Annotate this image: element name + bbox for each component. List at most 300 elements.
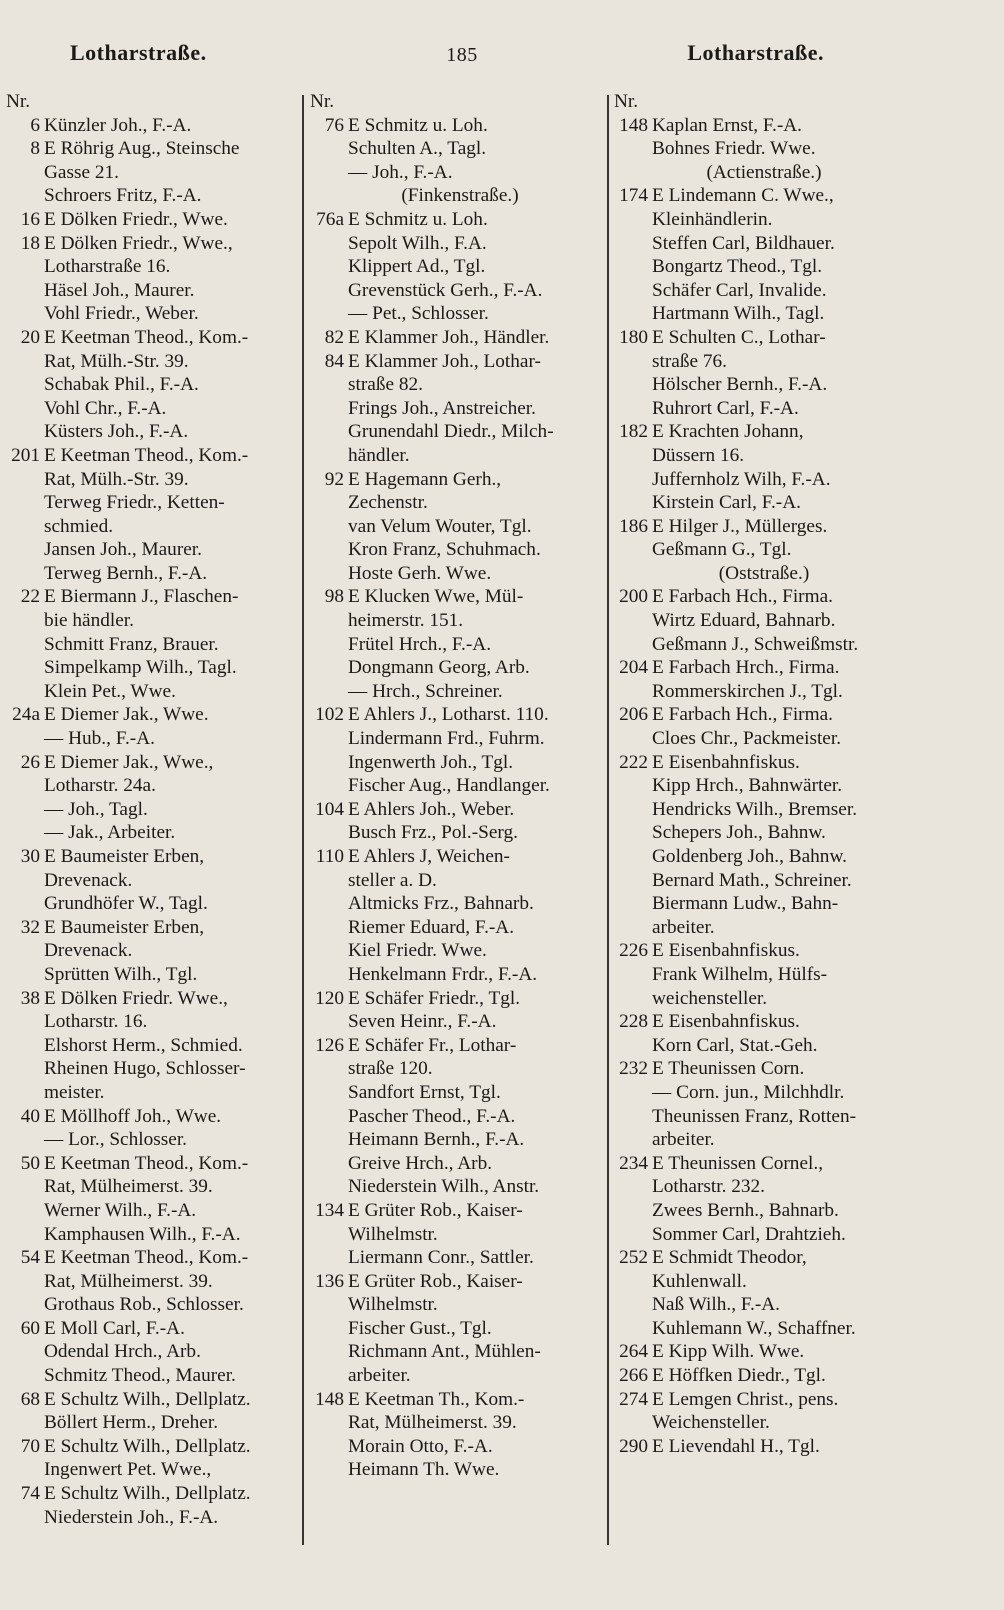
house-number: 136: [315, 1270, 344, 1292]
directory-line: [310, 562, 610, 586]
entry-text: Seven Heinr., F.-A.: [348, 1011, 497, 1033]
directory-line: [614, 538, 914, 562]
entry-text: Busch Frz., Pol.-Serg.: [348, 822, 518, 844]
entry-text: Steffen Carl, Bildhauer.: [652, 232, 835, 254]
house-entry: [310, 845, 610, 869]
house-number: 38: [20, 987, 40, 1009]
house-number: 206: [619, 704, 648, 726]
entry-text: Terweg Friedr., Ketten-: [44, 492, 225, 514]
house-entry: [6, 845, 296, 869]
directory-line: [6, 798, 296, 822]
entry-text: Sepolt Wilh., F.A.: [348, 232, 487, 254]
entry-text: (Finkenstraße.): [401, 185, 519, 207]
directory-line: [310, 255, 610, 279]
house-number: 148: [619, 114, 648, 136]
directory-line: [310, 727, 610, 751]
house-entry: [6, 114, 296, 138]
entry-text: E Kipp Wilh. Wwe.: [652, 1341, 805, 1363]
directory-line: [310, 1105, 610, 1129]
house-entry: [6, 751, 296, 775]
entry-text: E Dölken Friedr., Wwe.,: [44, 232, 233, 254]
entry-text: Richmann Ant., Mühlen-: [348, 1341, 541, 1363]
directory-line: [310, 1317, 610, 1341]
house-entry: [614, 1246, 914, 1270]
directory-line: [310, 751, 610, 775]
directory-line: [310, 161, 610, 185]
directory-line: [310, 916, 610, 940]
entry-text: Grundhöfer W., Tagl.: [44, 893, 208, 915]
entry-text: E Schultz Wilh., Dellplatz.: [44, 1435, 251, 1457]
entry-text: Klein Pet., Wwe.: [44, 680, 176, 702]
entry-text: Elshorst Herm., Schmied.: [44, 1034, 243, 1056]
entry-text: E Schulten C., Lothar-: [652, 326, 826, 348]
house-entry: [310, 350, 610, 374]
entry-text: Nr.: [614, 91, 639, 112]
entry-text: Kuhlemann W., Schaffner.: [652, 1317, 856, 1339]
entry-text: E Klammer Joh., Lothar-: [348, 350, 541, 372]
directory-line: [6, 939, 296, 963]
house-number: 60: [20, 1317, 40, 1339]
house-entry: [310, 468, 610, 492]
house-entry: [310, 1270, 610, 1294]
house-number: 252: [619, 1247, 648, 1269]
house-entry: [614, 515, 914, 539]
directory-line: [614, 255, 914, 279]
street-section-heading: [310, 184, 610, 208]
house-entry: [310, 798, 610, 822]
entry-text: E Höffken Diedr., Tgl.: [652, 1365, 826, 1387]
entry-text: Schmitt Franz, Brauer.: [44, 633, 219, 655]
house-entry: [614, 1364, 914, 1388]
entry-text: Pascher Theod., F.-A.: [348, 1105, 516, 1127]
entry-text: Kamphausen Wilh., F.-A.: [44, 1223, 241, 1245]
entry-text: straße 82.: [348, 374, 423, 396]
directory-line: [6, 680, 296, 704]
entry-text: Grunendahl Diedr., Milch-: [348, 421, 554, 443]
house-entry: [310, 1388, 610, 1412]
entry-text: E Theunissen Corn.: [652, 1058, 805, 1080]
directory-line: [6, 279, 296, 303]
house-number: 98: [324, 586, 344, 608]
entry-text: Rat, Mülheimerst. 39.: [44, 1270, 213, 1292]
entry-text: schmied.: [44, 515, 114, 537]
entry-text: Vohl Friedr., Weber.: [44, 303, 199, 325]
entry-text: E Hagemann Gerh.,: [348, 468, 502, 490]
house-entry: [6, 232, 296, 256]
house-number: 6: [30, 114, 40, 136]
directory-line: [6, 491, 296, 515]
entry-text: Bongartz Theod., Tgl.: [652, 256, 823, 278]
directory-line: [6, 609, 296, 633]
directory-line: [310, 963, 610, 987]
entry-text: Cloes Chr., Packmeister.: [652, 728, 842, 750]
directory-line: [614, 373, 914, 397]
entry-text: Liermann Conr., Sattler.: [348, 1247, 534, 1269]
entry-text: meister.: [44, 1081, 105, 1103]
entry-text: Altmicks Frz., Bahnarb.: [348, 893, 534, 915]
entry-text: E Schäfer Friedr., Tgl.: [348, 987, 521, 1009]
entry-text: E Diemer Jak., Wwe.: [44, 704, 209, 726]
entry-text: bie händler.: [44, 610, 134, 632]
directory-line: [6, 1270, 296, 1294]
house-entry: [614, 703, 914, 727]
house-entry: [6, 444, 296, 468]
directory-line: [614, 1034, 914, 1058]
directory-line: [614, 1317, 914, 1341]
directory-line: [6, 963, 296, 987]
entry-text: E Farbach Hch., Firma.: [652, 704, 833, 726]
house-number: 82: [324, 326, 344, 348]
house-number: 22: [20, 586, 40, 608]
house-number: 68: [20, 1388, 40, 1410]
directory-line: [310, 373, 610, 397]
directory-line: [614, 90, 914, 114]
directory-line: [310, 892, 610, 916]
entry-text: Ingenwerth Joh., Tgl.: [348, 751, 514, 773]
column-divider: [302, 95, 304, 1545]
house-entry: [6, 1482, 296, 1506]
entry-text: E Ahlers Joh., Weber.: [348, 798, 515, 820]
entry-text: Weichensteller.: [652, 1412, 770, 1434]
house-entry: [6, 1435, 296, 1459]
entry-text: Greive Hrch., Arb.: [348, 1152, 493, 1174]
directory-line: [614, 1270, 914, 1294]
directory-line: [614, 1081, 914, 1105]
entry-text: — Corn. jun., Milchhdlr.: [652, 1081, 845, 1103]
entry-text: E Biermann J., Flaschen-: [44, 586, 239, 608]
house-number: 120: [315, 987, 344, 1009]
house-number: 8: [30, 138, 40, 160]
street-section-heading: [614, 161, 914, 185]
entry-text: Nr.: [310, 91, 335, 112]
directory-line: [614, 774, 914, 798]
entry-text: E Schultz Wilh., Dellplatz.: [44, 1483, 251, 1505]
directory-line: [310, 821, 610, 845]
house-number: 186: [619, 515, 648, 537]
house-entry: [614, 1340, 914, 1364]
entry-text: Goldenberg Joh., Bahnw.: [652, 846, 847, 867]
directory-line: [6, 1223, 296, 1247]
entry-text: Henkelmann Frdr., F.-A.: [348, 963, 538, 985]
entry-text: Düssern 16.: [652, 444, 745, 466]
entry-text: Odendal Hrch., Arb.: [44, 1341, 201, 1363]
entry-text: Schulten A., Tagl.: [348, 138, 487, 160]
directory-line: [310, 680, 610, 704]
entry-text: E Ahlers J., Lotharst. 110.: [348, 704, 549, 726]
house-entry: [614, 751, 914, 775]
house-entry: [310, 987, 610, 1011]
house-number: 32: [20, 916, 40, 938]
entry-text: Terweg Bernh., F.-A.: [44, 562, 208, 584]
entry-text: Ruhrort Carl, F.-A.: [652, 397, 799, 419]
entry-text: Rat, Mülheimerst. 39.: [348, 1412, 517, 1434]
house-entry: [6, 137, 296, 161]
entry-text: Künzler Joh., F.-A.: [44, 114, 192, 136]
house-entry: [310, 326, 610, 350]
directory-line: [310, 1246, 610, 1270]
directory-line: [614, 609, 914, 633]
entry-text: Häsel Joh., Maurer.: [44, 279, 195, 301]
directory-line: [310, 939, 610, 963]
entry-text: (Oststraße.): [718, 562, 810, 584]
directory-line: [614, 1293, 914, 1317]
directory-line: [6, 1506, 296, 1530]
entry-text: Theunissen Franz, Rotten-: [652, 1105, 857, 1127]
entry-text: Korn Carl, Stat.-Geh.: [652, 1034, 818, 1056]
entry-text: E Eisenbahnfiskus.: [652, 940, 800, 962]
house-number: 16: [20, 208, 40, 230]
house-entry: [614, 184, 914, 208]
entry-text: E Eisenbahnfiskus.: [652, 751, 800, 773]
directory-line: [310, 1223, 610, 1247]
directory-line: [614, 821, 914, 845]
directory-line: [614, 1411, 914, 1435]
entry-text: Morain Otto, F.-A.: [348, 1435, 493, 1457]
entry-text: Zwees Bernh., Bahnarb.: [652, 1199, 839, 1221]
directory-line: [310, 1458, 610, 1482]
house-number: 290: [619, 1435, 648, 1457]
entry-text: E Ahlers J, Weichen-: [348, 846, 510, 867]
entry-text: Rat, Mülh.-Str. 39.: [44, 350, 189, 372]
entry-text: — Lor., Schlosser.: [44, 1129, 187, 1151]
entry-text: straße 76.: [652, 350, 727, 372]
house-entry: [310, 585, 610, 609]
entry-text: Jansen Joh., Maurer.: [44, 539, 202, 561]
entry-text: Lotharstr. 232.: [652, 1176, 765, 1198]
entry-text: — Hub., F.-A.: [44, 728, 155, 750]
entry-text: Wilhelmstr.: [348, 1294, 438, 1316]
directory-line: [6, 255, 296, 279]
house-number: 222: [619, 751, 648, 773]
entry-text: E Moll Carl, F.-A.: [44, 1317, 185, 1339]
entry-text: Drevenack.: [44, 869, 133, 891]
house-number: 40: [20, 1105, 40, 1127]
directory-line: [614, 208, 914, 232]
directory-line: [6, 562, 296, 586]
directory-line: [614, 892, 914, 916]
directory-line: [6, 1057, 296, 1081]
house-number: 76a: [316, 208, 344, 230]
entry-text: Sandfort Ernst, Tgl.: [348, 1081, 501, 1103]
house-entry: [6, 585, 296, 609]
house-entry: [614, 1435, 914, 1459]
entry-text: Heimann Bernh., F.-A.: [348, 1129, 525, 1151]
entry-text: Kirstein Carl, F.-A.: [652, 492, 801, 514]
house-number: 226: [619, 940, 648, 962]
directory-line: [614, 279, 914, 303]
running-head-right: Lotharstraße.: [687, 40, 824, 65]
directory-line: [310, 1175, 610, 1199]
directory-line: [6, 1364, 296, 1388]
house-number: 126: [315, 1034, 344, 1056]
directory-line: [614, 491, 914, 515]
house-entry: [614, 1388, 914, 1412]
directory-line: [614, 444, 914, 468]
directory-line: [614, 137, 914, 161]
directory-line: [310, 1128, 610, 1152]
entry-text: E Schäfer Fr., Lothar-: [348, 1034, 517, 1056]
entry-text: E Dölken Friedr., Wwe.: [44, 208, 228, 230]
directory-line: [6, 420, 296, 444]
entry-text: E Grüter Rob., Kaiser-: [348, 1270, 523, 1292]
entry-text: Rat, Mülh.-Str. 39.: [44, 468, 189, 490]
directory-line: [6, 397, 296, 421]
directory-line: [6, 538, 296, 562]
house-entry: [614, 585, 914, 609]
entry-text: E Theunissen Cornel.,: [652, 1152, 824, 1174]
directory-line: [6, 656, 296, 680]
entry-text: Sommer Carl, Drahtzieh.: [652, 1223, 846, 1245]
directory-line: [6, 869, 296, 893]
entry-text: Ingenwert Pet. Wwe.,: [44, 1459, 212, 1481]
directory-line: [6, 1293, 296, 1317]
entry-text: Dongmann Georg, Arb.: [348, 657, 530, 679]
entry-text: weichensteller.: [652, 987, 768, 1009]
directory-line: [6, 821, 296, 845]
directory-line: [6, 302, 296, 326]
house-entry: [614, 326, 914, 350]
directory-line: [310, 1364, 610, 1388]
house-number: 102: [315, 704, 344, 726]
entry-text: Bernard Math., Schreiner.: [652, 869, 852, 891]
house-entry: [6, 987, 296, 1011]
house-number: 54: [20, 1247, 40, 1269]
directory-line: [310, 397, 610, 421]
entry-text: E Keetman Theod., Kom.-: [44, 1247, 249, 1269]
directory-column-1: [6, 90, 296, 1529]
entry-text: E Baumeister Erben,: [44, 916, 205, 938]
directory-line: [310, 1081, 610, 1105]
house-entry: [6, 916, 296, 940]
entry-text: Frank Wilhelm, Hülfs-: [652, 963, 828, 985]
directory-line: [614, 1223, 914, 1247]
directory-line: [6, 468, 296, 492]
entry-text: — Joh., Tagl.: [44, 798, 148, 820]
directory-column-2: [310, 90, 610, 1482]
entry-text: Klippert Ad., Tgl.: [348, 256, 486, 278]
house-entry: [614, 939, 914, 963]
entry-text: Wilhelmstr.: [348, 1223, 438, 1245]
directory-line: [310, 774, 610, 798]
directory-line: [6, 1010, 296, 1034]
directory-line: [310, 1057, 610, 1081]
directory-line: [310, 1435, 610, 1459]
directory-line: [6, 1081, 296, 1105]
house-number: 180: [619, 326, 648, 348]
directory-line: [614, 727, 914, 751]
entry-text: E Lievendahl H., Tgl.: [652, 1435, 820, 1457]
directory-line: [310, 1152, 610, 1176]
entry-text: Schroers Fritz, F.-A.: [44, 185, 202, 207]
entry-text: Hartmann Wilh., Tagl.: [652, 303, 825, 325]
entry-text: (Actienstraße.): [706, 161, 822, 183]
entry-text: E Farbach Hch., Firma.: [652, 586, 833, 608]
directory-line: [614, 987, 914, 1011]
house-number: 148: [315, 1388, 344, 1410]
entry-text: Sprütten Wilh., Tgl.: [44, 963, 198, 985]
page-number: 185: [446, 44, 478, 66]
entry-text: Niederstein Wilh., Anstr.: [348, 1176, 540, 1198]
directory-line: [310, 444, 610, 468]
entry-text: E Klucken Wwe, Mül-: [348, 586, 524, 608]
house-entry: [614, 1057, 914, 1081]
house-number: 174: [619, 185, 648, 207]
directory-line: [614, 633, 914, 657]
directory-line: [614, 963, 914, 987]
directory-line: [614, 845, 914, 869]
directory-line: [6, 90, 296, 114]
directory-line: [310, 869, 610, 893]
entry-text: Niederstein Joh., F.-A.: [44, 1506, 219, 1528]
entry-text: E Baumeister Erben,: [44, 846, 205, 867]
entry-text: Böllert Herm., Dreher.: [44, 1412, 219, 1434]
entry-text: E Keetman Theod., Kom.-: [44, 326, 249, 348]
entry-text: Geßmann G., Tgl.: [652, 539, 792, 561]
house-number: 200: [619, 586, 648, 608]
directory-line: [6, 727, 296, 751]
entry-text: Simpelkamp Wilh., Tagl.: [44, 657, 237, 679]
entry-text: Lotharstr. 24a.: [44, 775, 156, 797]
directory-column-3: [614, 90, 914, 1458]
entry-text: Hendricks Wilh., Bremser.: [652, 798, 858, 820]
entry-text: E Hilger J., Müllerges.: [652, 515, 828, 537]
directory-line: [310, 1411, 610, 1435]
house-number: 104: [315, 798, 344, 820]
entry-text: Wirtz Eduard, Bahnarb.: [652, 610, 836, 632]
directory-line: [310, 302, 610, 326]
house-entry: [6, 703, 296, 727]
entry-text: arbeiter.: [348, 1365, 411, 1387]
house-number: 110: [315, 846, 344, 867]
house-number: 204: [619, 657, 648, 679]
house-entry: [310, 208, 610, 232]
directory-line: [614, 302, 914, 326]
house-number: 24a: [12, 704, 40, 726]
house-entry: [614, 1152, 914, 1176]
entry-text: Grevenstück Gerh., F.-A.: [348, 279, 543, 301]
entry-text: Kipp Hrch., Bahnwärter.: [652, 775, 843, 797]
entry-text: E Krachten Johann,: [652, 421, 804, 443]
directory-line: [6, 1340, 296, 1364]
directory-line: [614, 397, 914, 421]
entry-text: Frings Joh., Anstreicher.: [348, 397, 536, 419]
entry-text: Geßmann J., Schweißmstr.: [652, 633, 859, 655]
house-entry: [310, 703, 610, 727]
entry-text: Hölscher Bernh., F.-A.: [652, 374, 828, 396]
entry-text: heimerstr. 151.: [348, 610, 464, 632]
directory-line: [6, 515, 296, 539]
house-entry: [310, 1034, 610, 1058]
entry-text: Juffernholz Wilh, F.-A.: [652, 468, 831, 490]
house-number: 182: [619, 421, 648, 443]
directory-line: [6, 774, 296, 798]
entry-text: arbeiter.: [652, 916, 715, 938]
entry-text: E Schultz Wilh., Dellplatz.: [44, 1388, 251, 1410]
house-number: 228: [619, 1011, 648, 1033]
entry-text: Heimann Th. Wwe.: [348, 1459, 500, 1481]
house-number: 201: [11, 444, 40, 466]
house-entry: [310, 114, 610, 138]
entry-text: Drevenack.: [44, 940, 133, 962]
running-head-left: Lotharstraße.: [70, 40, 207, 65]
entry-text: E Farbach Hrch., Firma.: [652, 657, 840, 679]
entry-text: Rommerskirchen J., Tgl.: [652, 680, 843, 702]
house-entry: [6, 326, 296, 350]
entry-text: händler.: [348, 444, 410, 466]
house-number: 18: [20, 232, 40, 254]
entry-text: Lotharstr. 16.: [44, 1011, 148, 1033]
street-section-heading: [614, 562, 914, 586]
